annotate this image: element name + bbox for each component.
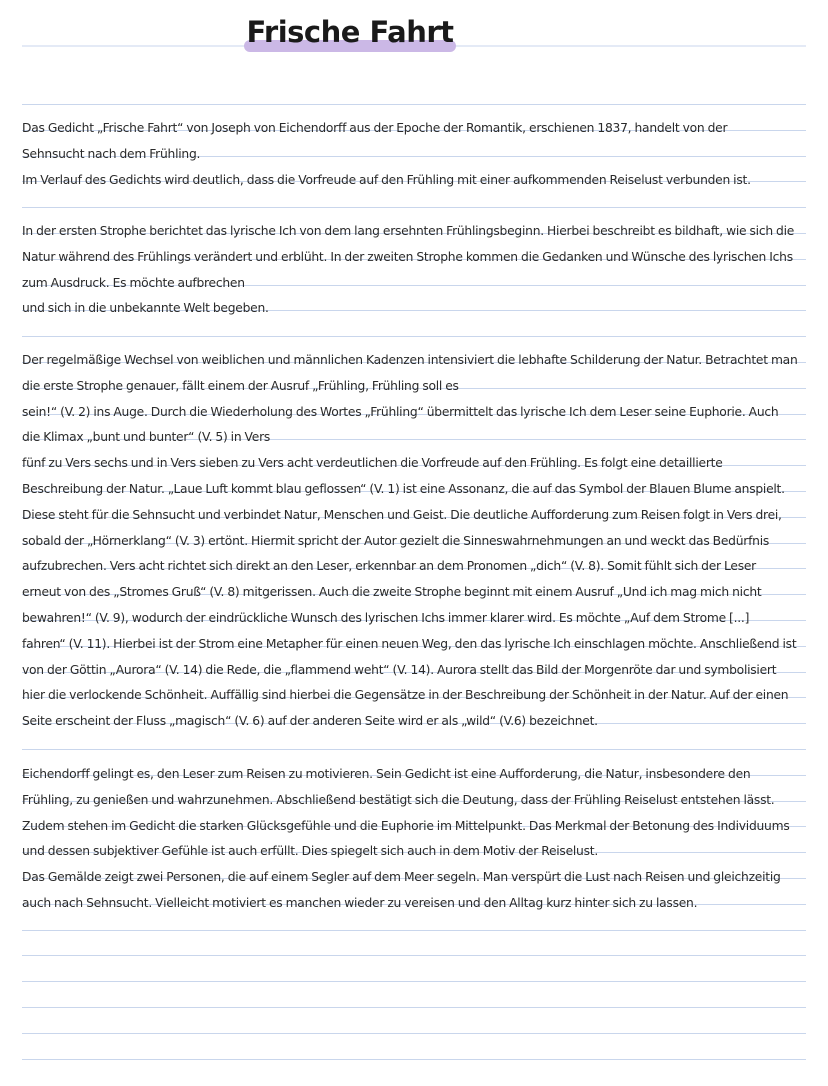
text-line: von der Göttin „Aurora“ (V. 14) die Rede, die „flammend weht“ (V. 14). Aurora stellt das Bild der Morgenröte dar und symbolisiert	[22, 662, 777, 677]
text-line: Das Gemälde zeigt zwei Personen, die auf einem Segler auf dem Meer segeln. Man verspürt die Lust nach Reisen und gleichzeitig	[22, 870, 781, 885]
page-title-block	[244, 12, 456, 56]
text-line: Diese steht für die Sehnsucht und verbindet Natur, Menschen und Geist. Die deutliche Aufforderung zum Reisen folgt in Vers drei,	[22, 507, 782, 522]
paragraph-content-summary	[22, 219, 812, 322]
text-line: Im Verlauf des Gedichts wird deutlich, dass die Vorfreude auf den Frühling mit einer aufkommenden Reiselust verbunden ist.	[22, 172, 751, 187]
page-title: Frische Fahrt	[246, 15, 454, 49]
text-line: und sich in die unbekannte Welt begeben.	[22, 301, 269, 316]
text-line: Frühling, zu genießen und wahrzunehmen. Abschließend bestätigt sich die Deutung, dass der Frühling Reiselust entstehen lässt.	[22, 792, 775, 807]
text-line: hier die verlockende Schönheit. Auffällig sind hierbei die Gegensätze in der Beschreibung der Schönheit in der Natur. Auf der einen	[22, 688, 789, 703]
text-line: Natur während des Frühlings verändert und erblüht. In der zweiten Strophe kommen die Gedanken und Wünsche des lyrischen Ichs	[22, 249, 793, 264]
text-line: fünf zu Vers sechs und in Vers sieben zu Vers acht verdeutlichen die Vorfreude auf den Frühling. Es folgt eine detaillierte	[22, 456, 723, 471]
text-line: die Klimax „bunt und bunter“ (V. 5) in Vers	[22, 430, 271, 445]
text-line: sobald der „Hörnerklang“ (V. 3) ertönt. Hiermit spricht der Autor gezielt die Sinneswahrnehmungen an und weckt das Bedürfnis	[22, 533, 770, 548]
text-line: Der regelmäßige Wechsel von weiblichen und männlichen Kadenzen intensiviert die lebhafte Schilderung der Natur. Betrachtet man	[22, 353, 798, 367]
text-line: Das Gedicht „Frische Fahrt“ von Joseph von Eichendorff aus der Epoche der Romantik, erschienen 1837, handelt von der	[22, 121, 728, 135]
text-line: Zudem stehen im Gedicht die starken Glücksgefühle und die Euphorie im Mittelpunkt. Das Merkmal der Betonung des Individuums	[22, 818, 790, 833]
text-line: Eichendorff gelingt es, den Leser zum Reisen zu motivieren. Sein Gedicht ist eine Aufforderung, die Natur, insbesondere den	[22, 767, 751, 781]
paragraph-conclusion	[22, 762, 812, 917]
text-line: aufzubrechen. Vers acht richtet sich direkt an den Leser, erkennbar an dem Pronomen „dich“ (V. 8). Somit fühlt sich der Leser	[22, 559, 756, 574]
text-line: auch nach Sehnsucht. Vielleicht motiviert es manchen wieder zu vereisen und den Alltag kurz hinter sich zu lassen.	[22, 895, 698, 910]
text-line: In der ersten Strophe berichtet das lyrische Ich von dem lang ersehnten Frühlingsbeginn. Hierbei beschreibt es bildhaft, wie sich die	[22, 224, 795, 238]
text-line: die erste Strophe genauer, fällt einem der Ausruf „Frühling, Frühling soll es	[22, 378, 459, 393]
text-line: und dessen subjektiver Gefühle ist auch erfüllt. Dies spiegelt sich auch in dem Motiv der Reiselust.	[22, 844, 598, 859]
text-line: erneut von des „Stromes Gruß“ (V. 8) mitgerissen. Auch die zweite Strophe beginnt mit einem Ausruf „Und ich mag mich nicht	[22, 585, 762, 600]
paragraph-analysis	[22, 348, 812, 735]
text-line: Seite erscheint der Fluss „magisch“ (V. 6) auf der anderen Seite wird er als „wild“ (V.6) bezeichnet.	[22, 714, 598, 729]
text-line: Beschreibung der Natur. „Laue Luft kommt blau geflossen“ (V. 1) ist eine Assonanz, die auf das Symbol der Blauen Blume anspielt.	[22, 481, 785, 496]
text-line: Sehnsucht nach dem Frühling.	[22, 146, 201, 161]
text-line: fahren“ (V. 11). Hierbei ist der Strom eine Metapher für einen neuen Weg, den das lyrische Ich einschlagen möchte. Anschließend ist	[22, 636, 797, 651]
text-line: zum Ausdruck. Es möchte aufbrechen	[22, 275, 245, 290]
paragraph-introduction	[22, 116, 812, 193]
text-line: sein!“ (V. 2) ins Auge. Durch die Wiederholung des Wortes „Frühling“ übermittelt das lyrische Ich dem Leser seine Euphorie. Auch	[22, 404, 779, 419]
text-line: bewahren!“ (V. 9), wodurch der eindrückliche Wunsch des lyrischen Ichs immer klarer wird. Es möchte „Auf dem Strome [...]	[22, 610, 750, 625]
